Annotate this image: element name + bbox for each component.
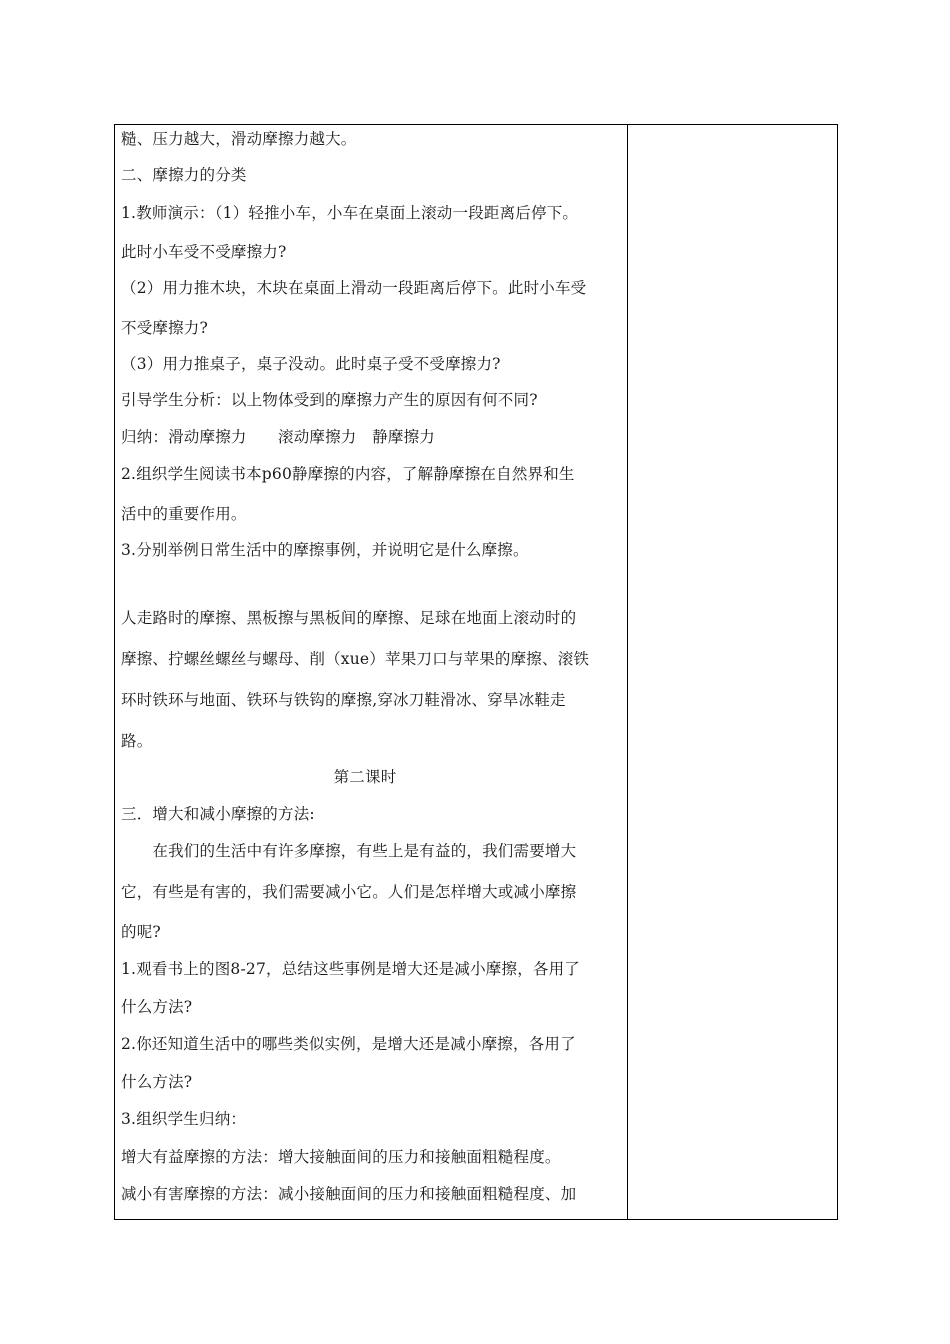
text-line: 活中的重要作用。 [121,505,247,523]
text-line: 人走路时的摩擦、黑板擦与黑板间的摩擦、足球在地面上滚动时的 [121,609,577,627]
text-line: 归纳：滑动摩擦力 滚动摩擦力 静摩擦力 [121,428,436,446]
text-line: 环时铁环与地面、铁环与铁钩的摩擦,穿冰刀鞋滑冰、穿旱冰鞋走 [121,691,566,709]
text-line: 在我们的生活中有许多摩擦，有些上是有益的，我们需要增大 [121,842,577,860]
text-line: 此时小车受不受摩擦力? [121,243,287,261]
lesson-table [114,124,838,1220]
lesson-title: 第二课时 [333,768,397,786]
notes-cell [628,125,837,1219]
text-line: 什么方法? [121,998,193,1016]
section-heading: 三．增大和减小摩擦的方法: [121,805,315,823]
text-line: 1.教师演示：（1）轻推小车，小车在桌面上滚动一段距离后停下。 [121,204,579,222]
section-heading: 二、摩擦力的分类 [121,166,247,184]
text-line: 2.组织学生阅读书本p60静摩擦的内容，了解静摩擦在自然界和生 [121,465,575,483]
text-line: 增大有益摩擦的方法：增大接触面间的压力和接触面粗糙程度。 [121,1148,561,1166]
text-line: 减小有害摩擦的方法：减小接触面间的压力和接触面粗糙程度、加 [121,1185,577,1203]
text-line: 3.分别举例日常生活中的摩擦事例，并说明它是什么摩擦。 [121,541,529,559]
text-line: （2）用力推木块，木块在桌面上滑动一段距离后停下。此时小车受 [121,279,587,297]
text-line: 糙、压力越大，滑动摩擦力越大。 [121,130,357,148]
text-line: 它，有些是有害的，我们需要减小它。人们是怎样增大或减小摩擦 [121,883,577,901]
text-line: 什么方法? [121,1073,193,1091]
text-line: 路。 [121,732,153,750]
text-line: 不受摩擦力? [121,319,209,337]
text-line: 3.组织学生归纳： [121,1110,247,1128]
text-line: （3）用力推桌子，桌子没动。此时桌子受不受摩擦力? [121,355,501,373]
text-line: 的呢? [121,923,161,941]
text-line: 1.观看书上的图8-27，总结这些事例是增大还是减小摩擦，各用了 [121,960,581,978]
text-line: 摩擦、拧螺丝螺丝与螺母、削（xue）苹果刀口与苹果的摩擦、滚铁 [121,650,590,668]
text-line: 引导学生分析：以上物体受到的摩擦力产生的原因有何不同? [121,391,538,409]
text-line: 2.你还知道生活中的哪些类似实例，是增大还是减小摩擦，各用了 [121,1035,576,1053]
